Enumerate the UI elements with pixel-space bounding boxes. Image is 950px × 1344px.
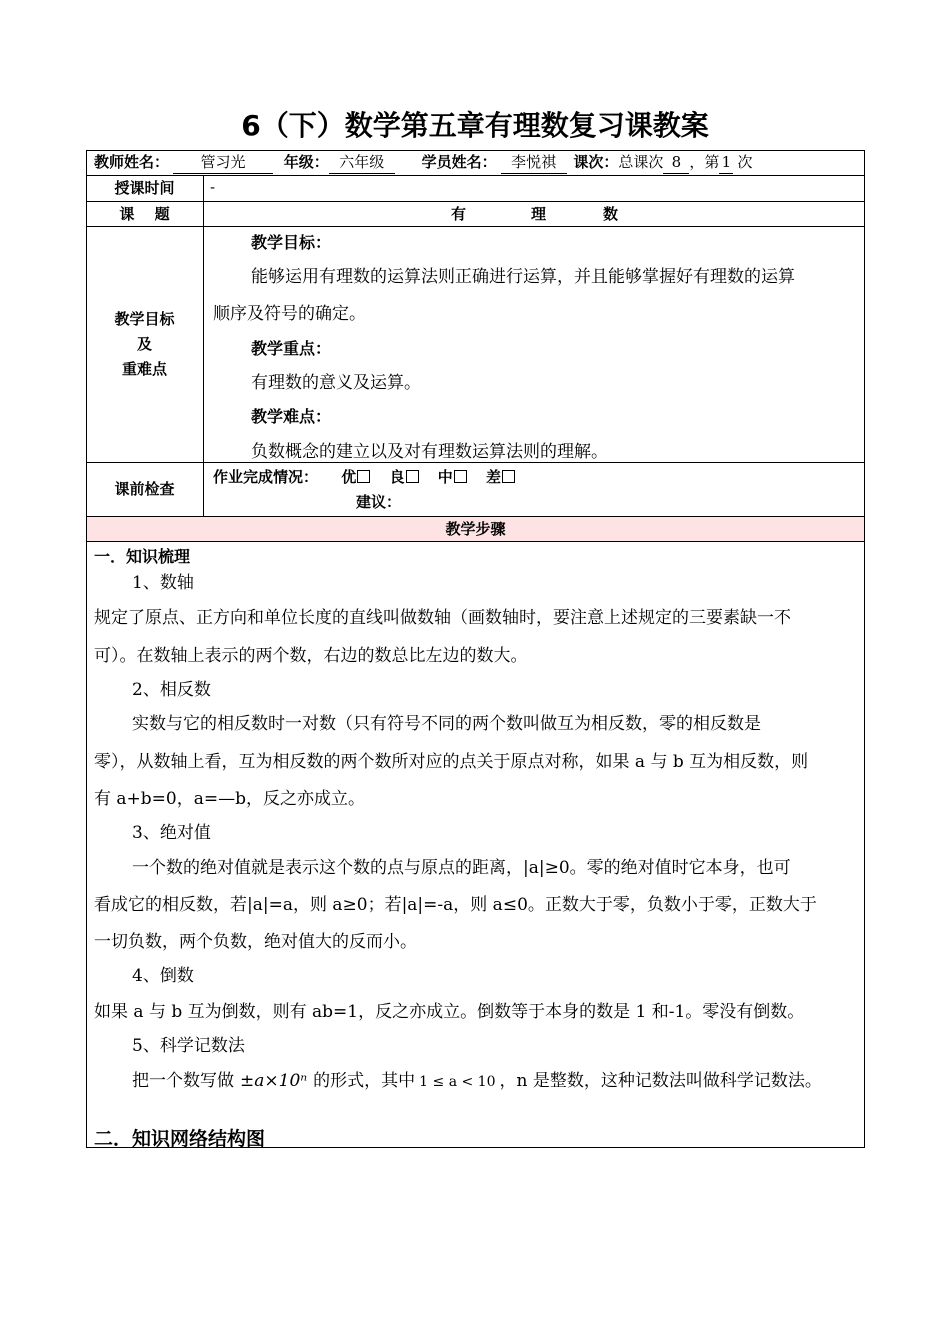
option-poor: 差 [486,468,515,486]
checkbox-icon [502,470,515,483]
s5-formula: ±a×10ⁿ [240,1071,308,1091]
s2-title: 2、相反数 [132,680,211,700]
s4-line1: 如果 a 与 b 互为倒数，则有 ab=1，反之亦成立。倒数等于本身的数是 1 和-1。零没有倒数。 [94,1002,805,1022]
steps-header: 教学步骤 [445,520,506,538]
s5-title: 5、科学记数法 [132,1036,245,1056]
checkbox-icon [406,470,419,483]
homework-label: 作业完成情况： [213,468,319,486]
goals-label-line2: 及 [136,335,152,353]
goal-heading: 教学目标： [251,233,332,252]
option-fair: 中 [438,468,467,486]
goal-line-2: 顺序及符号的确定。 [213,304,366,324]
teacher-label: 教师姓名： [94,153,170,171]
s5-post: ，n 是整数，这种记数法叫做科学记数法。 [499,1071,822,1091]
option-good: 良 [390,468,419,486]
advice-label: 建议： [356,493,402,511]
s5-line1 [132,1066,822,1091]
s2-line1: 实数与它的相反数时一对数（只有符号不同的两个数叫做互为相反数，零的相反数是 [132,714,761,734]
s1-line2: 可）。在数轴上表示的两个数，右边的数总比左边的数大。 [94,646,528,666]
lesson-sep: ，第 [689,153,720,171]
checkbox-icon [454,470,467,483]
homework-row [213,466,515,488]
topic-label: 课 题 [119,205,170,223]
s5-range: 1 ≤ a < 10 [419,1074,496,1090]
s1-line1: 规定了原点、正方向和单位长度的直线叫做数轴（画数轴时，要注意上述规定的三要素缺一不 [94,608,791,628]
option-excellent: 优 [341,468,370,486]
grade-label: 年级： [283,153,329,171]
student-label: 学员姓名： [421,153,497,171]
goals-label-line1: 教学目标 [114,310,175,328]
header-row [94,151,864,174]
difficult-text: 负数概念的建立以及对有理数运算法则的理解。 [251,442,608,462]
total-lessons-label: 总课次 [618,153,664,171]
student-name: 李悦祺 [501,151,567,174]
s5-pre: 把一个数写做 [132,1071,234,1091]
goal-line-1: 能够运用有理数的运算法则正确进行运算，并且能够掌握好有理数的运算 [251,267,795,287]
lesson-label: 课次： [573,153,619,171]
time-label: 授课时间 [114,179,175,197]
s1-title: 1、数轴 [132,573,194,593]
s2-line2: 零），从数轴上看，互为相反数的两个数所对应的点关于原点对称，如果 a 与 b 互为相反数，则 [94,752,809,772]
key-text: 有理数的意义及运算。 [251,373,421,393]
lesson-number: 1 [719,151,733,174]
s3-line1: 一个数的绝对值就是表示这个数的点与原点的距离，|a|≥0。零的绝对值时它本身，也可 [132,858,791,878]
page-title: 6（下）数学第五章有理数复习课教案 [241,109,709,142]
topic-char-3: 数 [603,205,619,223]
s3-line2: 看成它的相反数，若|a|=a，则 a≥0；若|a|=-a，则 a≤0。正数大于零，负数小于零，正数大于 [94,895,817,915]
topic-char-2: 理 [531,205,547,223]
goals-label [86,307,203,382]
s3-line3: 一切负数，两个负数，绝对值大的反而小。 [94,932,417,952]
total-lessons-value: 8 [663,151,689,174]
time-value: - [210,178,216,196]
s2-line3: 有 a+b=0，a=—b，反之亦成立。 [94,789,365,809]
s3-title: 3、绝对值 [132,823,211,843]
s5-mid: 的形式，其中 [313,1071,416,1091]
grade-value: 六年级 [329,151,395,174]
section2-title: 二．知识网络结构图 [94,1128,266,1150]
difficult-heading: 教学难点： [251,407,332,426]
goals-label-line3: 重难点 [121,360,167,378]
teacher-name: 管习光 [173,151,273,174]
precheck-label: 课前检查 [114,480,175,498]
s4-title: 4、倒数 [132,966,194,986]
section1-title: 一．知识梳理 [94,547,191,566]
checkbox-icon [357,470,370,483]
topic-char-1: 有 [451,205,467,223]
lesson-unit: 次 [737,153,753,171]
key-heading: 教学重点： [251,339,332,358]
lesson-plan-table [86,150,865,1148]
